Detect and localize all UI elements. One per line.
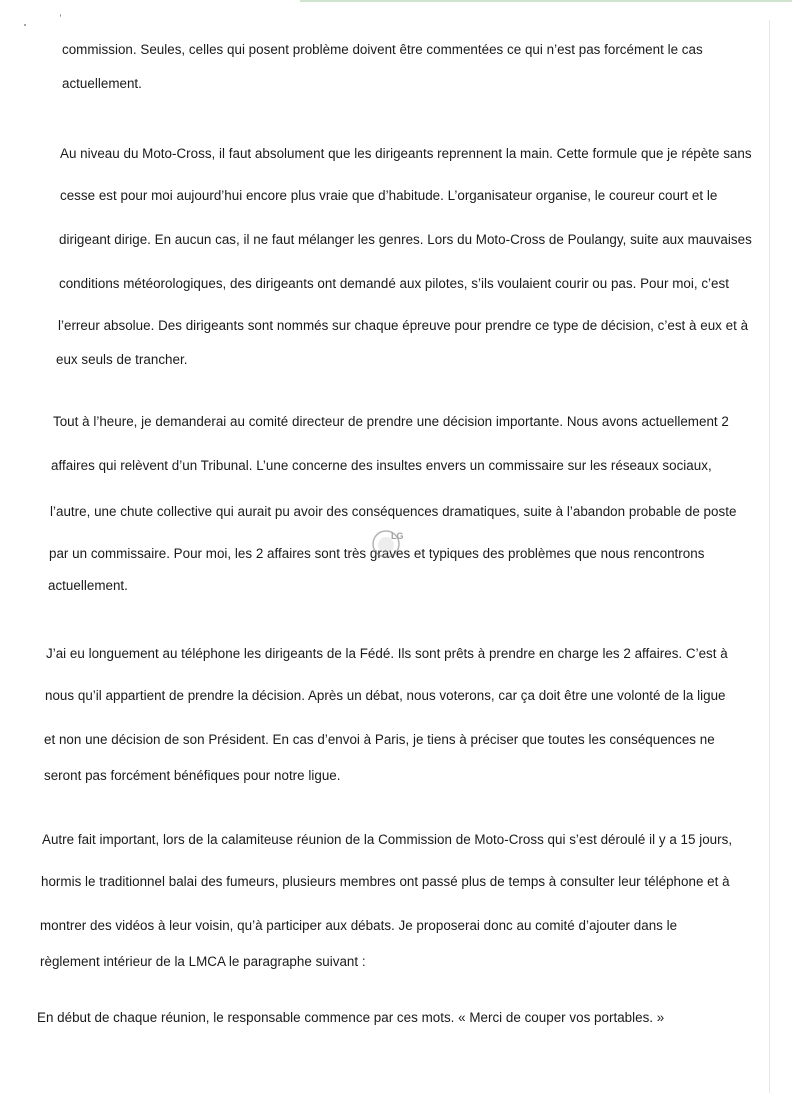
text-line: montrer des vidéos à leur voisin, qu’à participer aux débats. Je proposerai donc au comité d’ajouter dans le [40, 918, 678, 933]
text-line: par un commissaire. Pour moi, les 2 affaires sont très graves et typiques des problèmes que nous rencontrons [49, 546, 705, 561]
text-line: dirigeant dirige. En aucun cas, il ne faut mélanger les genres. Lors du Moto-Cross de Poulangy, suite aux mauvaises [59, 232, 752, 247]
text-line: J’ai eu longuement au téléphone les dirigeants de la Fédé. Ils sont prêts à prendre en charge les 2 affaires. C’est à [46, 646, 728, 661]
text-line: nous qu’il appartient de prendre la décision. Après un débat, nous voterons, car ça doit être une volonté de la ligue [45, 688, 726, 703]
text-line: affaires qui relèvent d’un Tribunal. L’une concerne des insultes envers un commissaire sur les réseaux sociaux, [51, 458, 712, 473]
text-line: l’erreur absolue. Des dirigeants sont nommés sur chaque épreuve pour prendre ce type de décision, c’est à eux et à [58, 318, 749, 333]
text-line: hormis le traditionnel balai des fumeurs, plusieurs membres ont passé plus de temps à consulter leur téléphone et à [41, 874, 730, 889]
scan-speck [60, 14, 61, 17]
text-line: eux seuls de trancher. [56, 352, 188, 367]
text-line: conditions météorologiques, des dirigeants ont demandé aux pilotes, s’ils voulaient courir ou pas. Pour moi, c’est [59, 276, 729, 291]
text-line: règlement intérieur de la LMCA le paragraphe suivant : [40, 954, 366, 969]
text-line: l’autre, une chute collective qui aurait pu avoir des conséquences dramatiques, suite à l’abandon probable de poste [50, 504, 737, 519]
text-line: Tout à l’heure, je demanderai au comité directeur de prendre une décision importante. Nous avons actuellement 2 [53, 414, 729, 429]
text-line: Au niveau du Moto-Cross, il faut absolument que les dirigeants reprennent la main. Cette formule que je répète sans [60, 146, 752, 161]
text-line: actuellement. [48, 578, 128, 593]
text-line: actuellement. [62, 76, 142, 91]
text-line: cesse est pour moi aujourd’hui encore plus vraie que d’habitude. L’organisateur organise, le coureur court et le [60, 188, 718, 203]
text-line: commission. Seules, celles qui posent problème doivent être commentées ce qui n’est pas forcément le cas [62, 42, 703, 57]
logo-watermark-text: LG [391, 531, 404, 541]
scan-edge-right [769, 20, 770, 1093]
text-line: seront pas forcément bénéfiques pour notre ligue. [44, 768, 341, 783]
scan-edge-top [300, 0, 792, 2]
text-line: Autre fait important, lors de la calamiteuse réunion de la Commission de Moto-Cross qui s’est déroulé il y a 15 jours, [42, 832, 733, 847]
text-line: En début de chaque réunion, le responsable commence par ces mots. « Merci de couper vos portables. » [37, 1010, 665, 1025]
scan-speck [24, 24, 26, 26]
text-line: et non une décision de son Président. En cas d’envoi à Paris, je tiens à préciser que toutes les conséquences ne [44, 732, 715, 747]
logo-watermark [368, 526, 408, 564]
